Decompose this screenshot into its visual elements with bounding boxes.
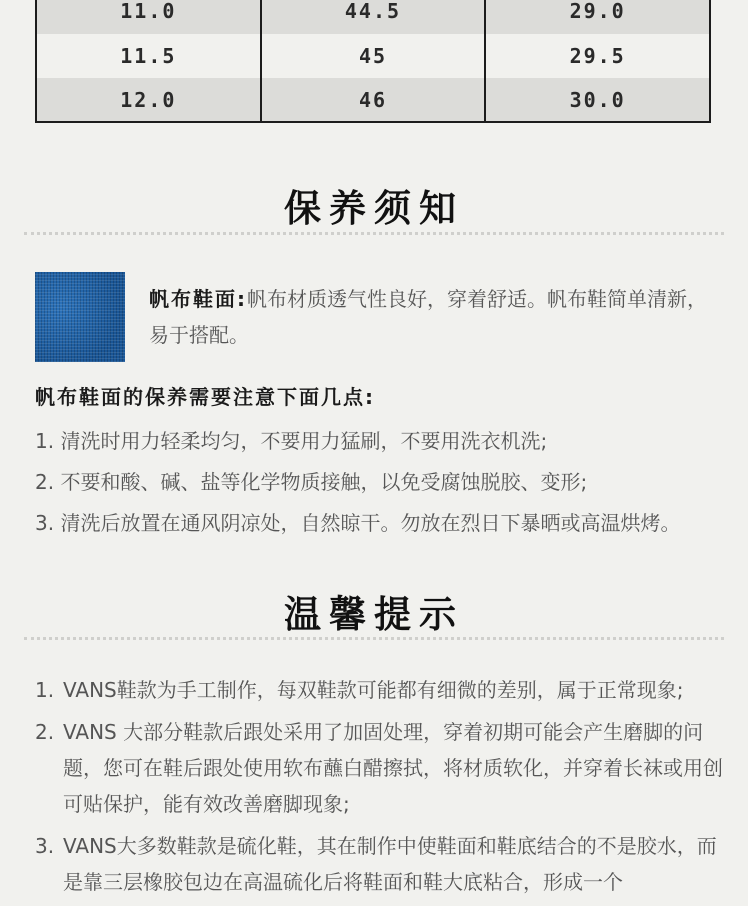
list-number: 2. [35,720,55,744]
table-row [36,0,710,34]
list-item [35,714,725,822]
list-item: 3. 清洗后放置在通风阴凉处，自然晾干。勿放在烈日下暴晒或高温烘烤。 [35,511,681,535]
section-divider [24,637,724,640]
canvas-description [149,281,719,353]
table-cell: 44.5 [261,0,486,34]
table-cell: 45 [261,34,486,78]
list-item: 2. 不要和酸、碱、盐等化学物质接触，以免受腐蚀脱胶、变形; [35,470,588,494]
list-number: 3. [35,834,55,858]
tips-list [35,672,725,906]
list-text: VANS大多数鞋款是硫化鞋，其在制作中使鞋面和鞋底结合的不是胶水，而是靠三层橡胶包边在高温硫化后将鞋面和鞋大底粘合，形成一个 [63,834,717,894]
table-cell: 30.0 [485,78,710,122]
list-item [35,828,725,900]
canvas-text: 帆布材质透气性良好，穿着舒适。帆布鞋简单清新，易于搭配。 [149,287,707,347]
list-item [35,672,725,708]
table-cell: 29.0 [485,0,710,34]
care-section-title: 保养须知 [284,187,464,230]
table-row [36,78,710,122]
size-table [35,0,711,123]
table-cell: 12.0 [36,78,261,122]
list-text: VANS 大部分鞋款后跟处采用了加固处理，穿着初期可能会产生磨脚的问题，您可在鞋后跟处使用软布蘸白醋擦拭，将材质软化，并穿着长袜或用创可贴保护，能有效改善磨脚现象; [63,720,723,816]
list-item: 1. 清洗时用力轻柔均匀，不要用力猛刷，不要用洗衣机洗; [35,429,548,453]
table-cell: 29.5 [485,34,710,78]
table-cell: 11.0 [36,0,261,34]
section-divider [24,232,724,235]
table-cell: 11.5 [36,34,261,78]
care-list [35,421,735,544]
care-heading: 帆布鞋面的保养需要注意下面几点: [35,385,375,409]
table-cell: 46 [261,78,486,122]
tips-section-title: 温馨提示 [284,593,464,636]
list-number: 1. [35,678,55,702]
canvas-label: 帆布鞋面: [149,287,247,311]
table-row [36,34,710,78]
list-text: VANS鞋款为手工制作，每双鞋款可能都有细微的差别，属于正常现象; [63,678,684,702]
canvas-fabric-swatch [35,272,125,362]
